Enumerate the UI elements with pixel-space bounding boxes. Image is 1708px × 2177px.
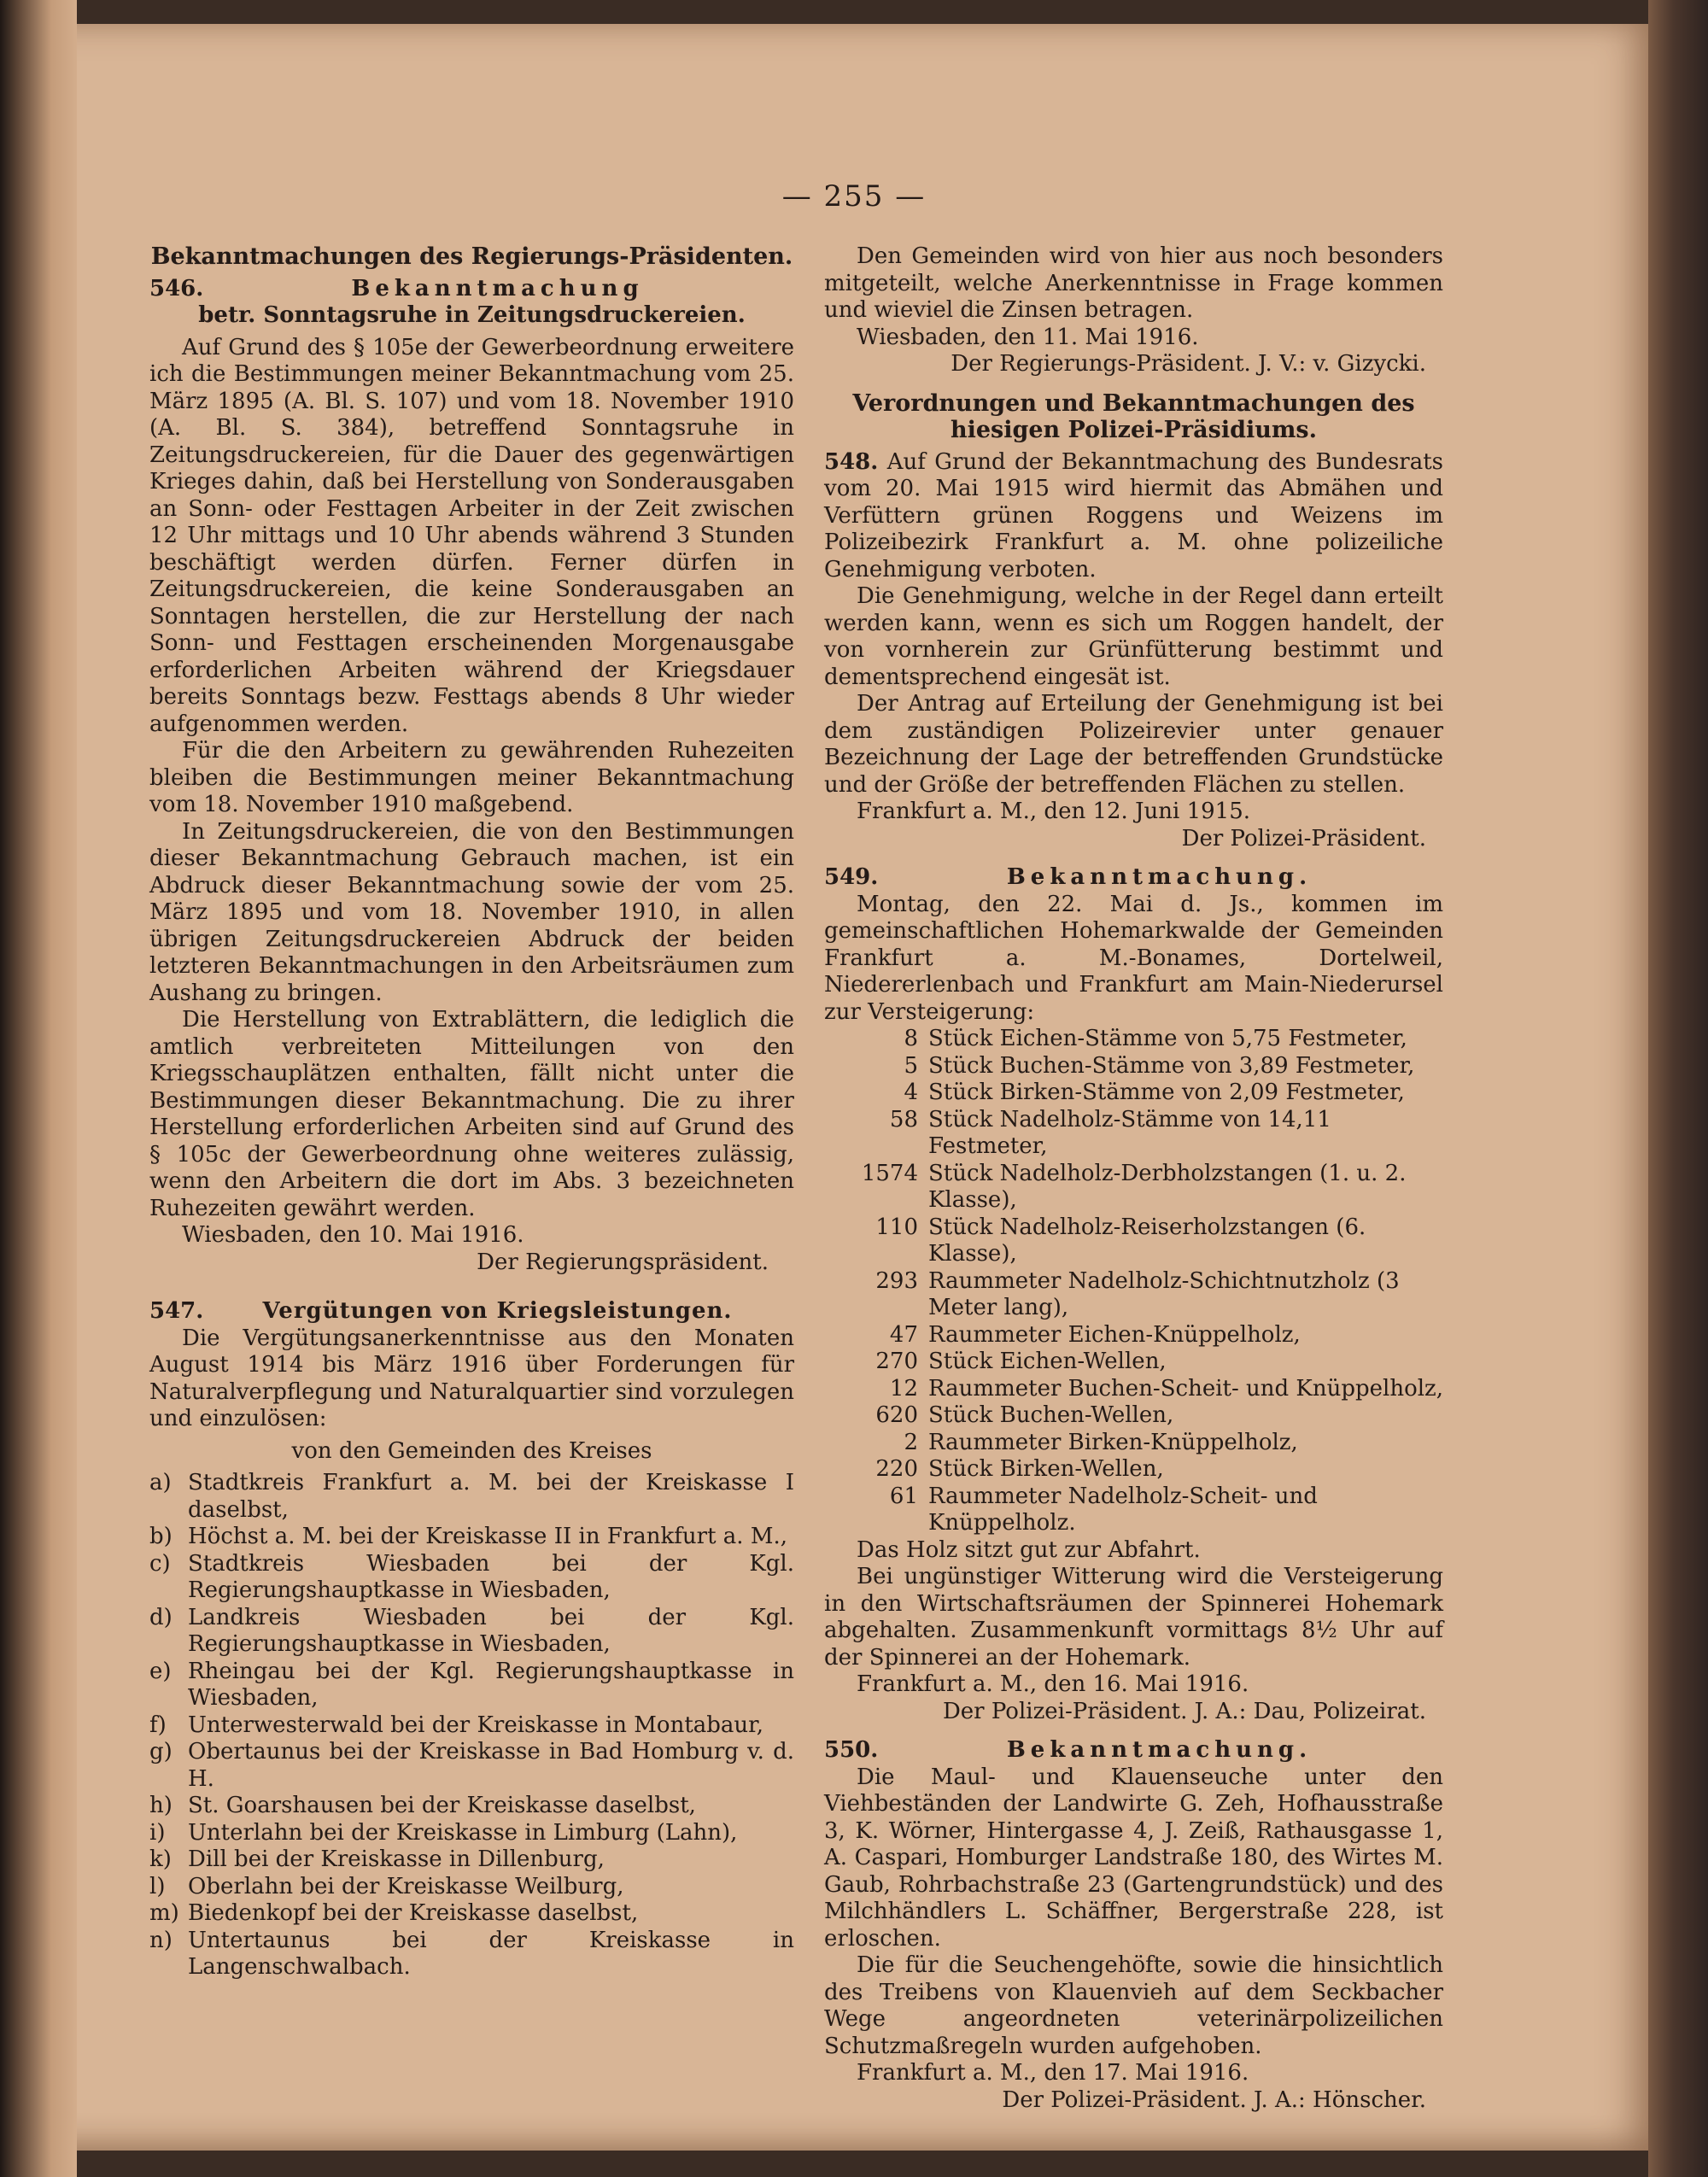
timber-description: Raummeter Buchen-Scheit- und Knüppelholz, [928,1375,1444,1402]
list-marker: d) [149,1604,173,1630]
list-marker: g) [149,1739,173,1764]
list-marker: k) [149,1846,172,1872]
timber-quantity: 2 [904,1429,918,1455]
notice-subtitle: betr. Sonntagsruhe in Zeitungsdruckereien. [198,302,746,328]
notice-title: Bekanntmachung. [1006,864,1313,890]
timber-item [824,1322,1443,1349]
list-text: Landkreis Wiesbaden bei der Kgl. Regierungshauptkasse in Wiesbaden, [188,1604,794,1657]
timber-quantity: 1574 [861,1160,918,1186]
notice-number: 547. [149,1298,204,1324]
list-marker: l) [149,1873,166,1899]
timber-quantity: 110 [875,1214,918,1240]
list-text: Dill bei der Kreiskasse in Dillenburg, [188,1846,605,1872]
paragraph: Auf Grund der Bekanntmachung des Bundesrats vom 20. Mai 1915 wird hiermit das Abmähen und Verfüttern grünen Roggens und Weizens im Polizeibezirk Frankfurt a. M. ohne polizeiliche Genehmigung verboten. [824,448,1444,582]
signature: Der Polizei-Präsident. [1181,825,1426,851]
paragraph: Der Antrag auf Erteilung der Genehmigung ist bei dem zuständigen Polizeirevier unter genauer Bezeichnung der Lage der betreffenden Grundstücke und der Größe der betreffenden Flächen zu stellen. [824,691,1443,798]
paragraph: Bei ungünstiger Witterung wird die Versteigerung in den Wirtschaftsräumen der Spinnerei Hohemark abgehalten. Zusammenkunft vormittags 8½ Uhr auf der Spinnerei an der Hohemark. [824,1564,1443,1671]
notice-number: 549. [824,864,879,890]
notice-550-header [824,1737,1443,1764]
timber-description: Raummeter Birken-Knüppelholz, [928,1429,1298,1455]
list-item [149,1900,794,1928]
list-marker: n) [149,1927,173,1953]
notice-549-header [824,864,1443,892]
timber-quantity: 12 [889,1375,918,1402]
timber-item [824,1214,1443,1268]
timber-quantity: 8 [904,1026,918,1051]
timber-quantity: 620 [875,1402,918,1428]
spacer [824,1725,1443,1737]
list-text: Biedenkopf bei der Kreiskasse daselbst, [188,1900,639,1926]
list-item [149,1524,794,1551]
timber-quantity: 270 [875,1349,918,1374]
timber-description: Stück Buchen-Stämme von 3,89 Festmeter, [928,1052,1415,1079]
signature: Der Polizei-Präsident. J. A.: Dau, Polizeirat. [942,1698,1426,1724]
list-text: Obertaunus bei der Kreiskasse in Bad Homburg v. d. H. [188,1739,794,1792]
spacer [824,378,1443,390]
paragraph: Das Holz sitzt gut zur Abfahrt. [857,1536,1201,1563]
date-line: Frankfurt a. M., den 17. Mai 1916. [857,2060,1249,2086]
list-text: Stadtkreis Wiesbaden bei der Kgl. Regierungshauptkasse in Wiesbaden, [188,1550,794,1603]
list-item [149,1739,794,1793]
list-marker: b) [149,1524,173,1549]
signature: Der Polizei-Präsident. J. A.: Hönscher. [1002,2086,1426,2113]
paragraph: Die Maul- und Klauenseuche unter den Viehbeständen der Landwirte G. Zeh, Hofhausstraße 3, K. Wörner, Hintergasse 4, J. Zeiß, Rathausgasse 1, A. Caspari, Homburger Landstraße 180, des Wirtes M. Gaub, Rohrbachstraße 23 (Gartengrundstück) und des Milchhändlers L. Schäffner, Bergerstraße 228, ist erloschen. [824,1764,1443,1952]
notice-title: Bekanntmachung [351,275,644,301]
timber-quantity: 293 [875,1267,918,1294]
list-text: Oberlahn bei der Kreiskasse Weilburg, [188,1873,624,1899]
paragraph: Auf Grund des § 105e der Gewerbeordnung erweitere ich die Bestimmungen meiner Bekanntmachung vom 25. März 1895 (A. Bl. S. 107) und vom 18. November 1910 (A. Bl. S. 384), betreffend Sonntagsruhe in Zeitungsdruckereien, für die Dauer des gegenwärtigen Krieges dahin, daß bei Herstellung von Sonderausgaben an Sonn- oder Festtagen Arbeiter in der Zeit zwischen 12 Uhr mittags und 10 Uhr abends während 3 Stunden beschäftigt werden dürfen. Ferner dürfen in Zeitungsdruckereien, die keine Sonderausgaben an Sonntagen herstellen, die zur Herstellung der nach Sonn- und Festtagen erscheinenden Morgenausgabe erforderlichen Arbeiten während der Kriegsdauer bereits Sonntags bezw. Festtags abends 8 Uhr wieder aufgenommen werden. [149,334,794,737]
timber-item [824,1080,1443,1107]
timber-description: Stück Nadelholz-Stämme von 14,11 Festmeter, [928,1106,1331,1159]
timber-quantity: 5 [904,1052,918,1079]
timber-item [824,1107,1443,1161]
page-edge [1648,0,1708,2177]
list-text: St. Goarshausen bei der Kreiskasse daselbst, [188,1793,696,1818]
district-list [149,1470,794,1981]
list-text: Rheingau bei der Kgl. Regierungshauptkasse in Wiesbaden, [188,1658,794,1711]
list-item [149,1712,794,1740]
timber-description: Stück Eichen-Stämme von 5,75 Festmeter, [928,1026,1407,1051]
list-item [149,1551,794,1605]
section-heading-polizei-praesidium: Verordnungen und Bekanntmachungen des hiesigen Polizei-Präsidiums. [852,389,1415,443]
list-item [149,1846,794,1874]
list-marker: i) [149,1819,166,1846]
timber-quantity: 220 [875,1456,918,1482]
notice-number: 546. [149,275,204,301]
paragraph: Den Gemeinden wird von hier aus noch besonders mitgeteilt, welche Anerkenntnisse in Frage kommen und wieviel die Zinsen betragen. [824,243,1443,323]
spacer [824,852,1443,864]
left-column [149,243,794,1981]
list-text: Untertaunus bei der Kreiskasse in Langenschwalbach. [188,1927,794,1980]
timber-item [824,1376,1443,1403]
section-heading-regierungs-praesident: Bekanntmachungen des Regierungs-Präsidenten. [150,243,793,270]
paragraph: Die Vergütungsanerkenntnisse aus den Monaten August 1914 bis März 1916 über Forderungen für Naturalverpflegung und Naturalquartier sind vorzulegen und einzulösen: [149,1325,794,1431]
timber-description: Stück Buchen-Wellen, [928,1402,1174,1428]
list-text: Unterlahn bei der Kreiskasse in Limburg (Lahn), [188,1819,738,1846]
notice-548 [824,449,1443,584]
list-marker: f) [149,1712,167,1738]
timber-description: Raummeter Nadelholz-Scheit- und Knüppelholz. [928,1483,1318,1536]
signature: Der Regierungspräsident. [477,1249,769,1275]
notice-546-header [149,276,794,303]
timber-item [824,1349,1443,1376]
list-marker: m) [149,1900,179,1926]
paragraph: Die Herstellung von Extrablättern, die lediglich die amtlich verbreiteten Mitteilungen von den Kriegsschauplätzen enthalten, fällt nicht unter die Bestimmungen dieser Bekanntmachung. Die zu ihrer Herstellung erforderlichen Arbeiten sind auf Grund des § 105c der Gewerbeordnung ohne weiteres zulässig, wenn den Arbeitern die dort im Abs. 3 bezeichneten Ruhezeiten gewährt werden. [149,1007,794,1221]
timber-item [824,1456,1443,1484]
timber-description: Stück Birken-Wellen, [928,1456,1164,1482]
paragraph: Die für die Seuchengehöfte, sowie die hinsichtlich des Treibens von Klauenvieh auf dem Seckbacher Wege angeordneten veterinärpolizeilichen Schutzmaßregeln wurden aufgehoben. [824,1952,1443,2059]
timber-item [824,1161,1443,1214]
list-item [149,1928,794,1981]
date-line: Frankfurt a. M., den 16. Mai 1916. [857,1671,1249,1697]
list-marker: c) [149,1550,171,1577]
timber-list [824,1026,1443,1537]
timber-quantity: 4 [904,1080,918,1105]
spacer [149,1276,794,1298]
list-text: Höchst a. M. bei der Kreiskasse II in Frankfurt a. M., [188,1524,787,1549]
book-binding [0,0,77,2177]
timber-quantity: 61 [889,1483,918,1509]
timber-item [824,1430,1443,1457]
timber-item [824,1402,1443,1430]
timber-item [824,1268,1443,1322]
timber-quantity: 58 [889,1106,918,1132]
date-line: Frankfurt a. M., den 12. Juni 1915. [857,799,1251,824]
signature: Der Regierungs-Präsident. J. V.: v. Gizycki. [951,351,1426,377]
list-item [149,1874,794,1901]
paragraph: Für die den Arbeitern zu gewährenden Ruhezeiten bleiben die Bestimmungen meiner Bekanntmachung vom 18. November 1910 maßgebend. [149,738,794,817]
paragraph: Montag, den 22. Mai d. Js., kommen im gemeinschaftlichen Hohemarkwalde der Gemeinden Frankfurt a. M.-Bonames, Dortelweil, Niedererlenbach und Frankfurt am Main-Niederursel zur Versteigerung: [824,891,1443,1025]
timber-description: Stück Nadelholz-Reiserholzstangen (6. Klasse), [928,1214,1366,1267]
paragraph: Die Genehmigung, welche in der Regel dann erteilt werden kann, wenn es sich um Roggen handelt, der von vornherein zur Grünfütterung bestimmt und dementsprechend eingesät ist. [824,583,1443,690]
page-number: — 255 — [781,179,927,214]
notice-title: Bekanntmachung. [1006,1737,1313,1763]
list-item [149,1470,794,1524]
list-item [149,1605,794,1659]
notice-title: Vergütungen von Kriegsleistungen. [262,1298,733,1324]
list-marker: a) [149,1470,172,1495]
notice-547-header [149,1298,794,1326]
right-column [824,243,1443,2114]
timber-item [824,1484,1443,1537]
list-marker: h) [149,1793,173,1818]
timber-quantity: 47 [889,1321,918,1348]
date-line: Wiesbaden, den 10. Mai 1916. [182,1222,524,1248]
timber-description: Stück Birken-Stämme von 2,09 Festmeter, [928,1080,1405,1105]
list-text: Stadtkreis Frankfurt a. M. bei der Kreiskasse I daselbst, [188,1470,794,1523]
timber-description: Raummeter Nadelholz-Schichtnutzholz (3 Meter lang), [928,1267,1400,1320]
date-line: Wiesbaden, den 11. Mai 1916. [857,324,1199,350]
list-text: Unterwesterwald bei der Kreiskasse in Montabaur, [188,1712,763,1738]
notice-number: 548. [824,448,879,475]
notice-number: 550. [824,1737,879,1763]
list-item [149,1793,794,1820]
paragraph: In Zeitungsdruckereien, die von den Bestimmungen dieser Bekanntmachung Gebrauch machen, ist ein Abdruck dieser Bekanntmachung sowie der vom 25. März 1895 und vom 18. November 1910, in allen übrigen Zeitungsdruckereien Abdruck der beiden letzteren Bekanntmachungen in den Arbeitsräumen zum Aushang zu bringen. [149,818,794,1006]
list-marker: e) [149,1658,172,1684]
timber-description: Stück Nadelholz-Derbholzstangen (1. u. 2. Klasse), [928,1160,1407,1213]
timber-description: Raummeter Eichen-Knüppelholz, [928,1321,1301,1348]
timber-item [824,1026,1443,1053]
timber-item [824,1053,1443,1080]
timber-description: Stück Eichen-Wellen, [928,1349,1167,1374]
list-item [149,1820,794,1847]
list-intro: von den Gemeinden des Kreises [291,1437,652,1464]
list-item [149,1659,794,1712]
